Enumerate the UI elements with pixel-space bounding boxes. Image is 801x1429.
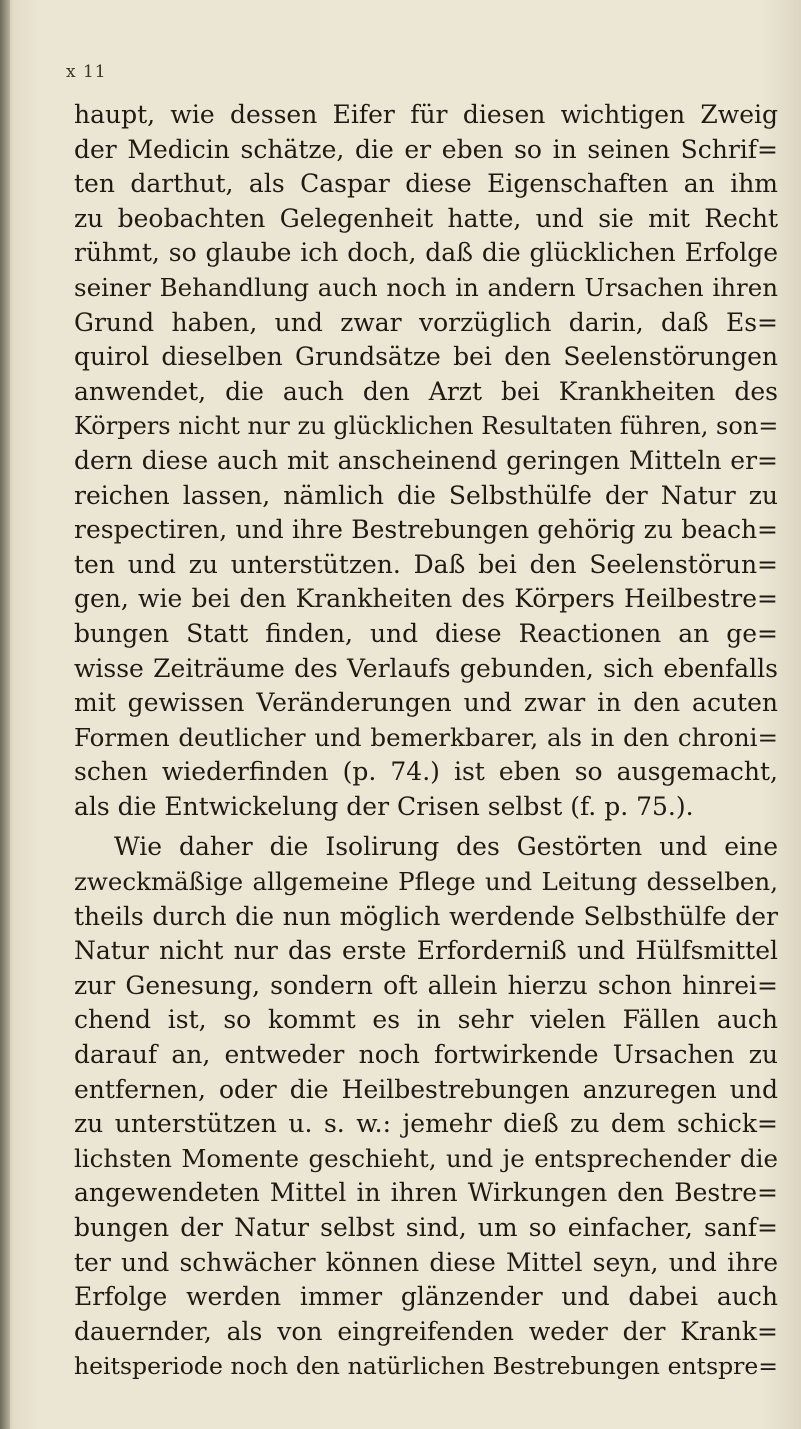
signature-mark: x 11 [66, 62, 107, 82]
text-line: theils durch die nun möglich werdende Selbsthülfe der [74, 901, 778, 931]
paragraph-1 [74, 98, 778, 824]
text-line: Natur nicht nur das erste Erforderniß und Hülfsmittel [74, 936, 778, 966]
text-line: ter und schwächer können diese Mittel seyn, und ihre [74, 1247, 778, 1277]
text-line: dauernder, als von eingreifenden weder der Krank= [74, 1316, 778, 1346]
text-line: mit gewissen Veränderungen und zwar in den acuten [74, 688, 778, 718]
text-line: heitsperiode noch den natürlichen Bestrebungen entspre= [74, 1352, 778, 1381]
text-line: Erfolge werden immer glänzender und dabei auch [74, 1282, 778, 1312]
text-line: gen, wie bei den Krankheiten des Körpers Heilbestre= [74, 584, 778, 614]
text-line: chend ist, so kommt es in sehr vielen Fällen auch [74, 1005, 778, 1035]
paragraph-2 [74, 830, 778, 1384]
book-binding-edge [0, 0, 10, 1429]
text-line: reichen lassen, nämlich die Selbsthülfe der Natur zu [74, 480, 778, 510]
text-line: zur Genesung, sondern oft allein hierzu schon hinrei= [74, 970, 778, 1000]
text-line: Wie daher die Isolirung des Gestörten und eine [114, 832, 778, 862]
text-line: als die Entwickelung der Crisen selbst (f. p. 75.). [74, 791, 694, 821]
text-line: lichsten Momente geschieht, und je entsprechender die [74, 1143, 778, 1173]
text-line: zweckmäßige allgemeine Pflege und Leitung desselben, [74, 867, 778, 897]
text-line: anwendet, die auch den Arzt bei Krankheiten des [74, 376, 778, 406]
text-line: ten darthut, als Caspar diese Eigenschaften an ihm [74, 169, 778, 199]
text-line: ten und zu unterstützen. Daß bei den Seelenstörun= [74, 549, 778, 579]
text-line: schen wiederfinden (p. 74.) ist eben so ausgemacht, [74, 757, 778, 787]
text-line: bungen Statt finden, und diese Reactionen an ge= [74, 618, 778, 648]
text-line: respectiren, und ihre Bestrebungen gehörig zu beach= [74, 515, 778, 545]
text-line: zu unterstützen u. s. w.: jemehr dieß zu dem schick= [74, 1109, 778, 1139]
text-line: darauf an, entweder noch fortwirkende Ursachen zu [74, 1040, 778, 1070]
text-line: seiner Behandlung auch noch in andern Ursachen ihren [74, 272, 778, 302]
text-line: quirol dieselben Grundsätze bei den Seelenstörungen [74, 342, 778, 372]
text-line: dern diese auch mit anscheinend geringen Mitteln er= [74, 445, 778, 475]
text-line: zu beobachten Gelegenheit hatte, und sie mit Recht [74, 203, 778, 233]
body-text [74, 98, 778, 1384]
text-line: Formen deutlicher und bemerkbarer, als in den chroni= [74, 722, 778, 752]
text-line: haupt, wie dessen Eifer für diesen wichtigen Zweig [74, 100, 778, 129]
text-line: der Medicin schätze, die er eben so in seinen Schrif= [74, 134, 778, 164]
text-line: wisse Zeiträume des Verlaufs gebunden, sich ebenfalls [74, 653, 778, 683]
text-line: rühmt, so glaube ich doch, daß die glücklichen Erfolge [74, 238, 778, 268]
text-line: angewendeten Mittel in ihren Wirkungen den Bestre= [74, 1178, 778, 1208]
text-line: entfernen, oder die Heilbestrebungen anzuregen und [74, 1074, 778, 1104]
text-line: Grund haben, und zwar vorzüglich darin, daß Es= [74, 307, 778, 337]
text-line: Körpers nicht nur zu glücklichen Resultaten führen, son= [74, 412, 778, 441]
text-line: bungen der Natur selbst sind, um so einfacher, sanf= [74, 1213, 778, 1242]
